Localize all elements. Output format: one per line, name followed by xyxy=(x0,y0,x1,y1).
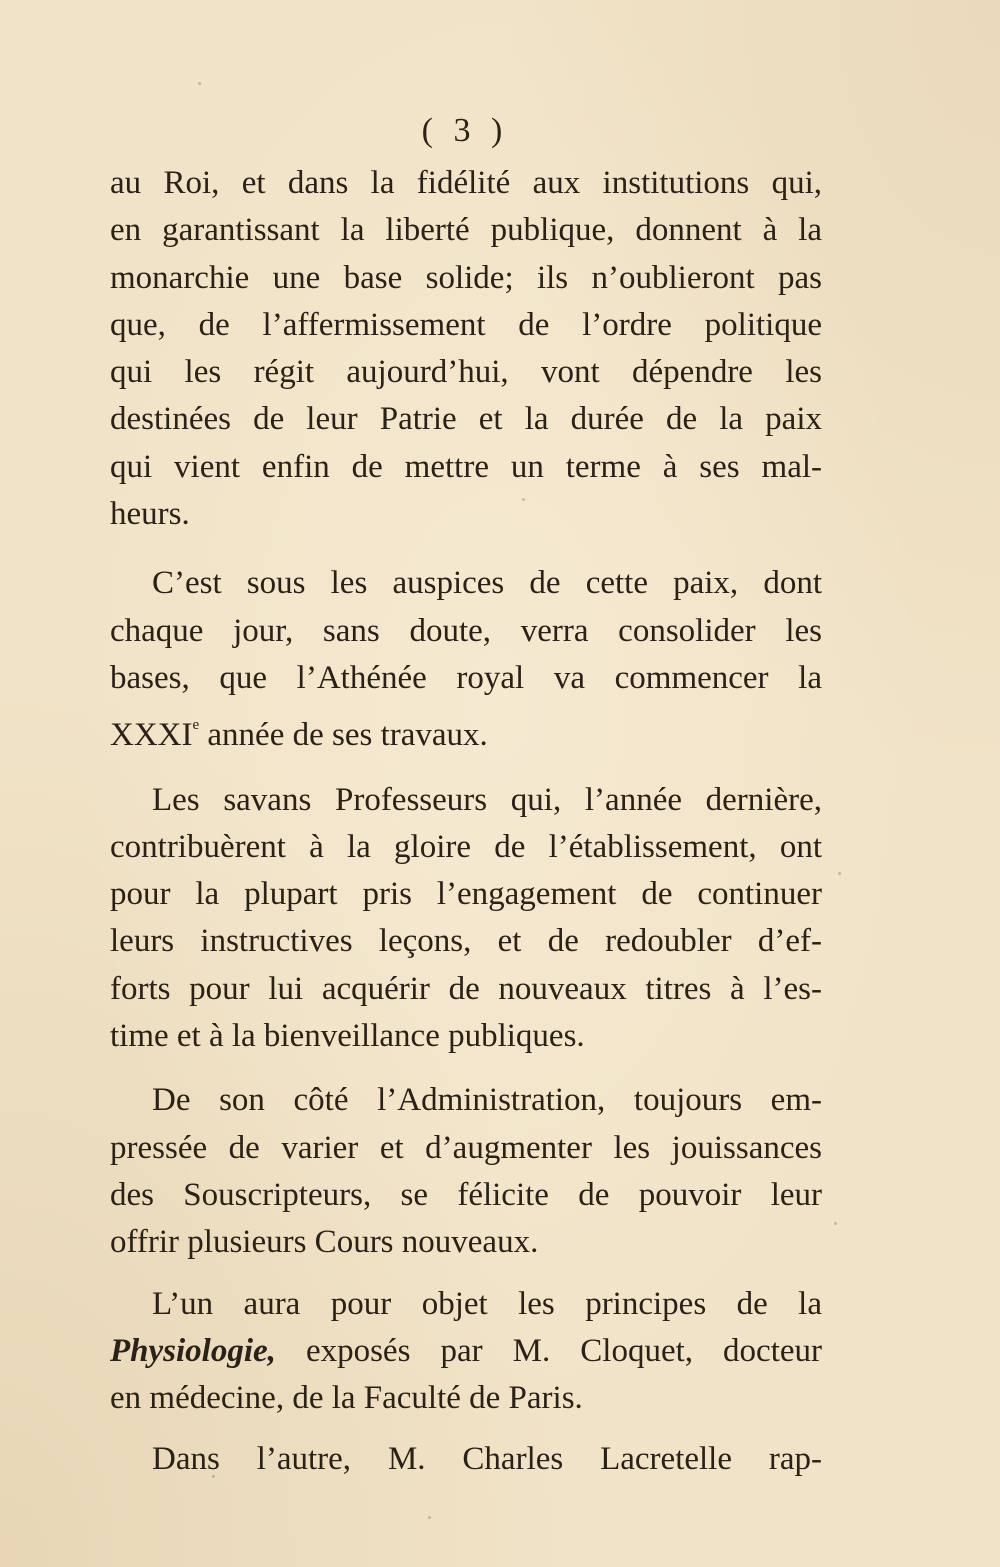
text-line: qui les régit aujourd’hui, vont dépendre les xyxy=(110,354,822,391)
paper-speck xyxy=(198,82,201,85)
text-line: qui vient enfin de mettre un terme à ses mal- xyxy=(110,448,822,485)
text-line: Dans l’autre, M. Charles Lacretelle rap- xyxy=(152,1441,822,1478)
text-line: offrir plusieurs Cours nouveaux. xyxy=(110,1224,539,1261)
roman-numeral: XXXI xyxy=(110,717,193,754)
text-line: forts pour lui acquérir de nouveaux titres à l’es- xyxy=(110,970,822,1007)
paragraph-1 xyxy=(110,160,822,538)
text-line xyxy=(110,1328,822,1375)
text-line: Les savans Professeurs qui, l’année dernière, xyxy=(152,781,822,818)
text-line: pour la plupart pris l’engagement de continuer xyxy=(110,876,822,913)
text-line: leurs instructives leçons, et de redoubler d’ef- xyxy=(110,923,822,960)
text-line: time et à la bienveillance publiques. xyxy=(110,1018,585,1055)
text-line: au Roi, et dans la fidélité aux institutions qui, xyxy=(110,165,822,201)
paper-speck xyxy=(428,1516,431,1519)
page-number: ( 3 ) xyxy=(421,112,509,149)
text-line: des Souscripteurs, se félicite de pouvoir leur xyxy=(110,1176,822,1213)
paragraph-6 xyxy=(110,1436,822,1483)
paragraph-5 xyxy=(110,1281,822,1423)
text-line: monarchie une base solide; ils n’oublieront pas xyxy=(110,259,822,296)
text-span: exposés par M. Cloquet, docteur xyxy=(275,1332,822,1369)
text-line: en garantissant la liberté publique, donnent à la xyxy=(110,212,822,249)
text-line: que, de l’affermissement de l’ordre politique xyxy=(110,306,822,343)
ordinal-superscript: e xyxy=(192,717,200,734)
text-line: bases, que l’Athénée royal va commencer la xyxy=(110,659,822,696)
text-line: pressée de varier et d’augmenter les jouissances xyxy=(110,1129,822,1166)
paragraph-4 xyxy=(110,1077,822,1266)
text-line: contribuèrent à la gloire de l’établissement, ont xyxy=(110,828,822,865)
text-line xyxy=(110,702,822,759)
text-line: heurs. xyxy=(110,496,190,533)
text-line: en médecine, de la Faculté de Paris. xyxy=(110,1380,583,1417)
paper-speck xyxy=(212,1475,215,1478)
body-text xyxy=(110,160,822,1484)
italic-term: Physiologie, xyxy=(110,1332,276,1369)
text-line: L’un aura pour objet les principes de la xyxy=(152,1285,822,1322)
text-line: De son côté l’Administration, toujours em- xyxy=(152,1082,822,1119)
paper-speck xyxy=(522,498,525,501)
text-span: année de ses travaux. xyxy=(199,717,488,754)
paper-speck xyxy=(834,1222,837,1225)
text-line: destinées de leur Patrie et la durée de la paix xyxy=(110,401,822,438)
text-line: chaque jour, sans doute, verra consolider les xyxy=(110,612,822,649)
paragraph-2 xyxy=(110,560,822,759)
text-line: C’est sous les auspices de cette paix, dont xyxy=(152,565,822,602)
paper-speck xyxy=(838,872,841,875)
paragraph-3 xyxy=(110,777,822,1061)
